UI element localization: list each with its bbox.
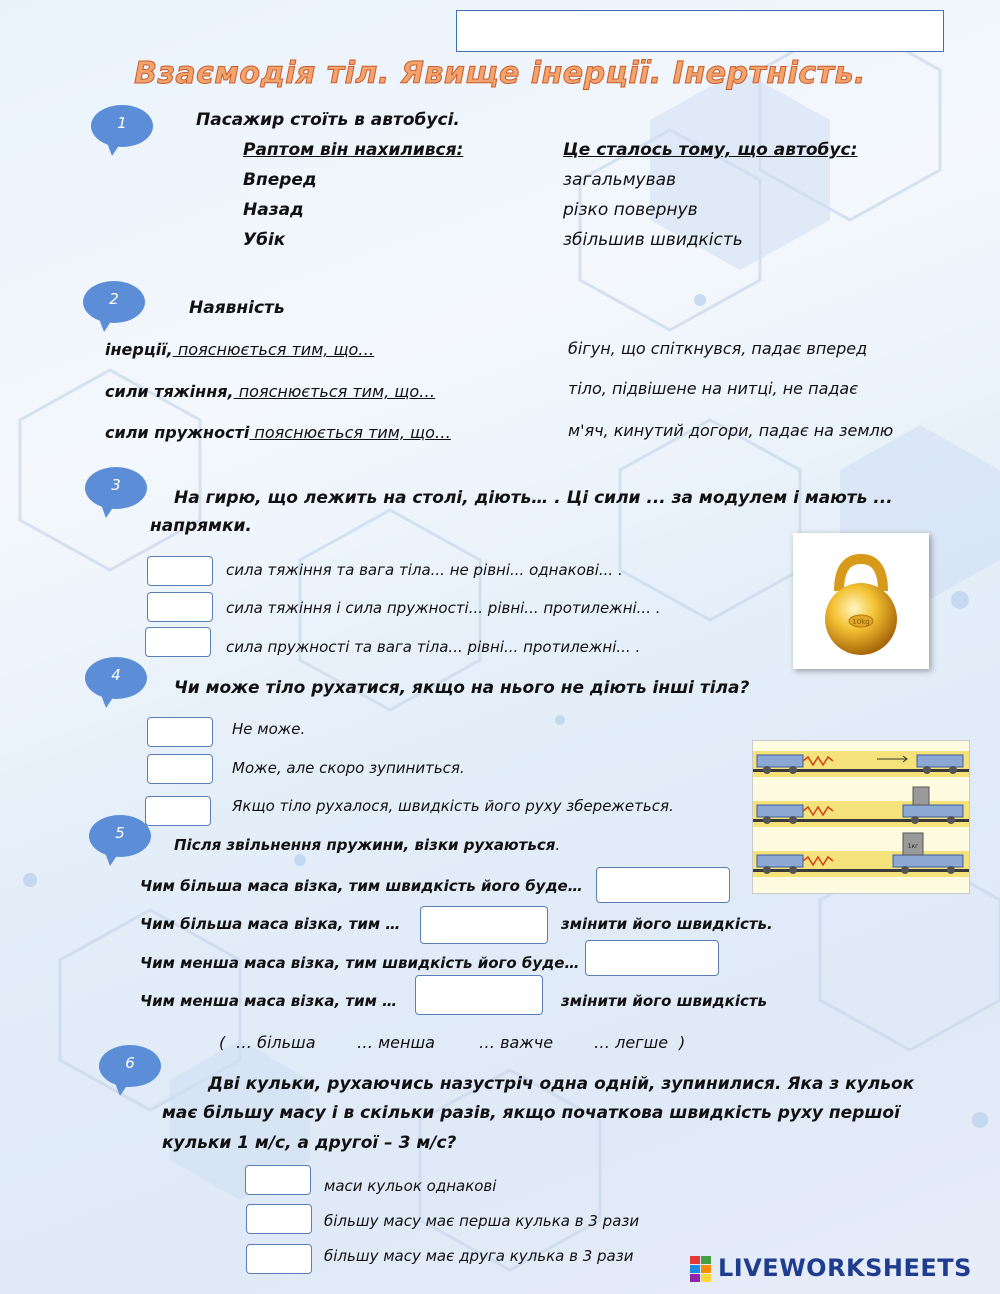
q2-row[interactable] bbox=[105, 340, 374, 359]
q5-lead-text: Після звільнення пружини, візки рухаються bbox=[174, 836, 556, 854]
q1-left-item[interactable]: Назад bbox=[243, 200, 304, 220]
q6-option: більшу масу має перша кулька в 3 рази bbox=[324, 1212, 640, 1230]
q1-right-item[interactable]: різко повернув bbox=[563, 200, 698, 220]
question-number: 1 bbox=[117, 114, 127, 132]
answer-checkbox[interactable] bbox=[147, 592, 213, 622]
q2-term: інерції, bbox=[105, 340, 173, 359]
kettlebell-weight-label: 10kg bbox=[852, 618, 870, 626]
q5-answer-box[interactable] bbox=[596, 867, 730, 903]
answer-checkbox[interactable] bbox=[145, 796, 211, 826]
carts-experiment-image bbox=[752, 740, 970, 894]
q5-row-text: Чим менша маса візка, тим … bbox=[140, 992, 398, 1010]
brand-name: LIVEWORKSHEETS bbox=[718, 1254, 972, 1282]
q4-option: Якщо тіло рухалося, швидкість його руху збережеться. bbox=[232, 797, 674, 815]
name-input[interactable] bbox=[456, 10, 944, 52]
cart-weight-label: 1кг bbox=[907, 843, 919, 850]
question-5-badge bbox=[88, 814, 152, 862]
q3-option: сила тяжіння та вага тіла... не рівні... однакові... . bbox=[226, 561, 623, 579]
q5-row-text: Чим менша маса візка, тим швидкість його буде… bbox=[140, 954, 580, 972]
q2-row[interactable] bbox=[105, 382, 435, 401]
q5-choice: … більша bbox=[236, 1033, 316, 1052]
answer-checkbox[interactable] bbox=[147, 754, 213, 784]
answer-checkbox[interactable] bbox=[246, 1244, 312, 1274]
q5-row-text-after: змінити його швидкість. bbox=[561, 915, 773, 933]
q5-choice: … менша bbox=[357, 1033, 435, 1052]
question-number: 4 bbox=[111, 666, 121, 684]
question-number: 6 bbox=[125, 1054, 135, 1072]
q6-text: кульки 1 м/с, а другої – 3 м/с? bbox=[162, 1133, 457, 1153]
q5-row-text: Чим більша маса візка, тим … bbox=[140, 915, 401, 933]
q6-option: більшу масу має друга кулька в 3 рази bbox=[324, 1247, 634, 1265]
q5-answer-box[interactable] bbox=[420, 906, 548, 944]
q2-explanation: пояснюється тим, що… bbox=[249, 423, 451, 442]
q6-option: маси кульок однакові bbox=[324, 1177, 497, 1195]
q2-example[interactable]: бігун, що спіткнувся, падає вперед bbox=[568, 339, 868, 358]
answer-checkbox[interactable] bbox=[147, 556, 213, 586]
answer-checkbox[interactable] bbox=[147, 717, 213, 747]
liveworksheets-logo-icon bbox=[690, 1256, 712, 1284]
q3-option: сила пружності та вага тіла... рівні... протилежні... . bbox=[226, 638, 641, 656]
q5-choice: … важче bbox=[479, 1033, 554, 1052]
question-6-badge bbox=[98, 1044, 162, 1092]
q1-lead: Пасажир стоїть в автобусі. bbox=[196, 110, 460, 130]
q1-right-item[interactable]: загальмував bbox=[563, 170, 677, 190]
q4-option: Може, але скоро зупиниться. bbox=[232, 759, 465, 777]
question-3-badge bbox=[84, 466, 148, 514]
answer-checkbox[interactable] bbox=[246, 1204, 312, 1234]
q1-right-header: Це сталось тому, що автобус: bbox=[563, 140, 858, 160]
question-number: 5 bbox=[115, 824, 125, 842]
page-title: Взаємодія тіл. Явище інерції. Інертність. bbox=[134, 56, 866, 91]
q5-row-text-after: змінити його швидкість bbox=[561, 992, 768, 1010]
q5-choice: ( bbox=[219, 1033, 226, 1052]
q2-explanation: пояснюється тим, що… bbox=[233, 382, 436, 401]
q5-choice: ) bbox=[679, 1033, 686, 1052]
q2-explanation: пояснюється тим, що… bbox=[172, 340, 375, 359]
q3-option: сила тяжіння і сила пружності... рівні... протилежні... . bbox=[226, 599, 661, 617]
kettlebell-icon bbox=[793, 533, 929, 669]
question-1-badge bbox=[90, 104, 154, 152]
question-2-badge bbox=[82, 280, 146, 328]
q4-text: Чи може тіло рухатися, якщо на нього не діють інші тіла? bbox=[174, 678, 750, 698]
q5-answer-box[interactable] bbox=[585, 940, 719, 976]
q3-text: напрямки. bbox=[150, 516, 252, 536]
q2-example[interactable]: м'яч, кинутий догори, падає на землю bbox=[568, 421, 894, 440]
question-number: 2 bbox=[109, 290, 119, 308]
q1-left-header: Раптом він нахилився: bbox=[243, 140, 464, 160]
q5-lead-end: . bbox=[555, 836, 561, 854]
question-4-badge bbox=[84, 656, 148, 704]
answer-checkbox[interactable] bbox=[145, 627, 211, 657]
q1-left-item[interactable]: Убік bbox=[243, 230, 286, 250]
q6-text: має більшу масу і в скільки разів, якщо початкова швидкість руху першої bbox=[162, 1103, 900, 1123]
q2-example[interactable]: тіло, підвішене на нитці, не падає bbox=[568, 379, 859, 398]
q5-choice: … легше bbox=[594, 1033, 669, 1052]
q5-answer-box[interactable] bbox=[415, 975, 543, 1015]
q5-row-text: Чим більша маса візка, тим швидкість його буде… bbox=[140, 877, 583, 895]
question-number: 3 bbox=[111, 476, 121, 494]
q2-lead: Наявність bbox=[189, 298, 285, 318]
answer-checkbox[interactable] bbox=[245, 1165, 311, 1195]
q1-right-item[interactable]: збільшив швидкість bbox=[563, 230, 743, 250]
q2-row[interactable] bbox=[105, 423, 451, 442]
kettlebell-image bbox=[793, 533, 929, 669]
q6-text: Дві кульки, рухаючись назустріч одна одній, зупинилися. Яка з кульок bbox=[208, 1074, 915, 1094]
q5-lead bbox=[174, 836, 560, 854]
q4-option: Не може. bbox=[232, 720, 306, 738]
q2-term: сили тяжіння, bbox=[105, 382, 234, 401]
carts-with-spring-icon bbox=[753, 741, 969, 893]
q3-text: На гирю, що лежить на столі, діють… . Ці сили ... за модулем і мають ... bbox=[174, 488, 893, 508]
q2-term: сили пружності bbox=[105, 423, 250, 442]
q1-left-item[interactable]: Вперед bbox=[243, 170, 317, 190]
